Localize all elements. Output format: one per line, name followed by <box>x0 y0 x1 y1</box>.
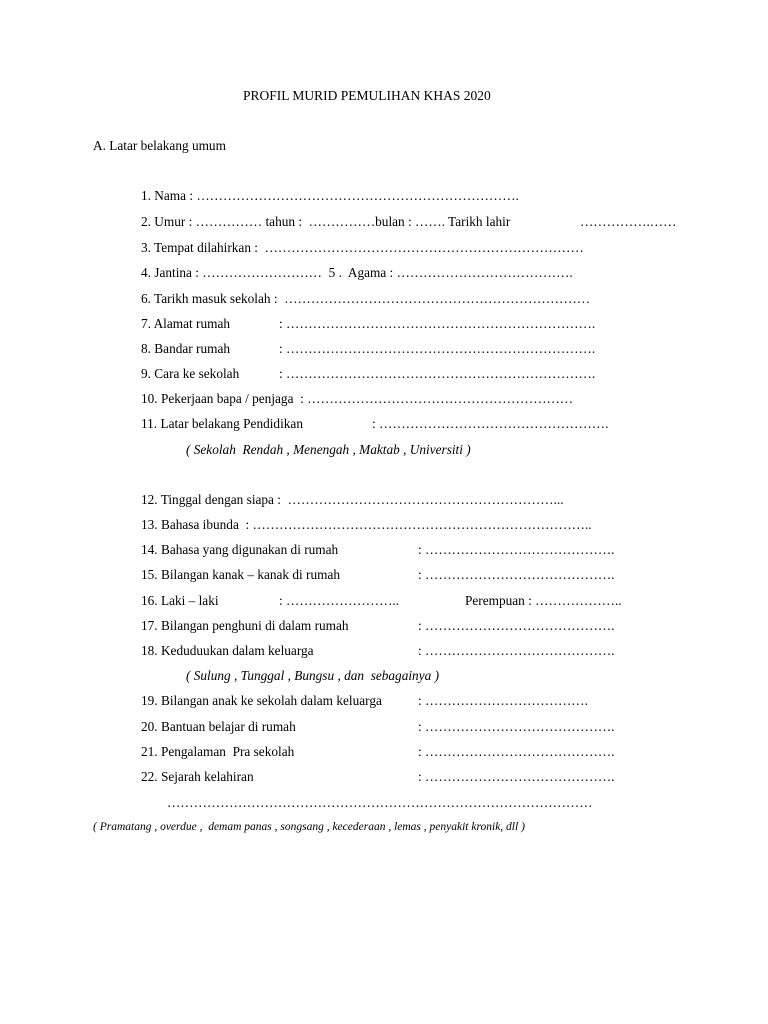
field-bahasa-rumah-label: 14. Bahasa yang digunakan di rumah <box>141 542 339 557</box>
field-sejarah-label: 22. Sejarah kelahiran <box>141 769 254 784</box>
field-bantuan-dots: : ……………………………………. <box>418 719 615 734</box>
field-cara-label: 9. Cara ke sekolah <box>141 366 240 381</box>
field-bahasa-ibunda: 13. Bahasa ibunda : ………………………………………………………………….. <box>141 517 592 532</box>
note-kedudukan: ( Sulung , Tunggal , Bungsu , dan sebagainya ) <box>186 668 440 683</box>
field-penghuni-dots: : ……………………………………. <box>418 618 615 633</box>
field-sejarah-line: …………………………………………………………………………………… <box>167 795 593 810</box>
field-jantina-agama: 4. Jantina : ……………………… 5 . Agama : …………………………………. <box>141 265 573 280</box>
note-pendidikan: ( Sekolah Rendah , Menengah , Maktab , Universiti ) <box>186 442 471 457</box>
field-pendidikan-label: 11. Latar belakang Pendidikan <box>141 416 303 431</box>
field-pra-sekolah-label: 21. Pengalaman Pra sekolah <box>141 744 295 759</box>
field-penghuni-label: 17. Bilangan penghuni di dalam rumah <box>141 618 349 633</box>
field-pra-sekolah-dots: : ……………………………………. <box>418 744 615 759</box>
note-kelahiran: ( Pramatang , overdue , demam panas , songsang , kecederaan , lemas , penyakit kronik, dll ) <box>93 821 525 833</box>
field-alamat-dots: : ……………………………………………………………. <box>279 316 596 331</box>
field-pekerjaan: 10. Pekerjaan bapa / penjaga : …………………………………………………… <box>141 391 574 406</box>
page-title: PROFIL MURID PEMULIHAN KHAS 2020 <box>243 88 491 103</box>
field-laki-label: 16. Laki – laki <box>141 593 219 608</box>
field-perempuan: Perempuan : ……………….. <box>465 593 622 608</box>
field-bandar-label: 8. Bandar rumah <box>141 341 230 356</box>
field-cara-dots: : ……………………………………………………………. <box>279 366 596 381</box>
field-anak-sekolah-label: 19. Bilangan anak ke sekolah dalam keluarga <box>141 693 382 708</box>
field-sejarah-dots: : ……………………………………. <box>418 769 615 784</box>
field-bahasa-rumah-dots: : ……………………………………. <box>418 542 615 557</box>
section-heading: A. Latar belakang umum <box>93 138 226 153</box>
field-bandar-dots: : ……………………………………………………………. <box>279 341 596 356</box>
field-bantuan-label: 20. Bantuan belajar di rumah <box>141 719 296 734</box>
field-tarikh-masuk: 6. Tarikh masuk sekolah : …………………………………………………………… <box>141 291 591 306</box>
field-nama: 1. Nama : ………………………………………………………………. <box>141 188 519 203</box>
field-tarikh-lahir-dots: …………….…… <box>580 214 677 229</box>
field-tinggal: 12. Tinggal dengan siapa : ……………………………………………………... <box>141 492 564 507</box>
field-umur: 2. Umur : …………… tahun : ……………bulan : ……. Tarikh lahir <box>141 214 511 229</box>
field-kedudukan-dots: : ……………………………………. <box>418 643 615 658</box>
field-tempat-dilahirkan: 3. Tempat dilahirkan : ……………………………………………………………… <box>141 240 584 255</box>
field-kanak-label: 15. Bilangan kanak – kanak di rumah <box>141 567 341 582</box>
field-kedudukan-label: 18. Keduduukan dalam keluarga <box>141 643 314 658</box>
field-kanak-dots: : ……………………………………. <box>418 567 615 582</box>
field-laki-dots: : …………………….. <box>279 593 400 608</box>
field-alamat-label: 7. Alamat rumah <box>141 316 230 331</box>
field-anak-sekolah-dots: : ………………………………. <box>418 693 588 708</box>
field-pendidikan-dots: : ……………………………………………. <box>372 416 609 431</box>
